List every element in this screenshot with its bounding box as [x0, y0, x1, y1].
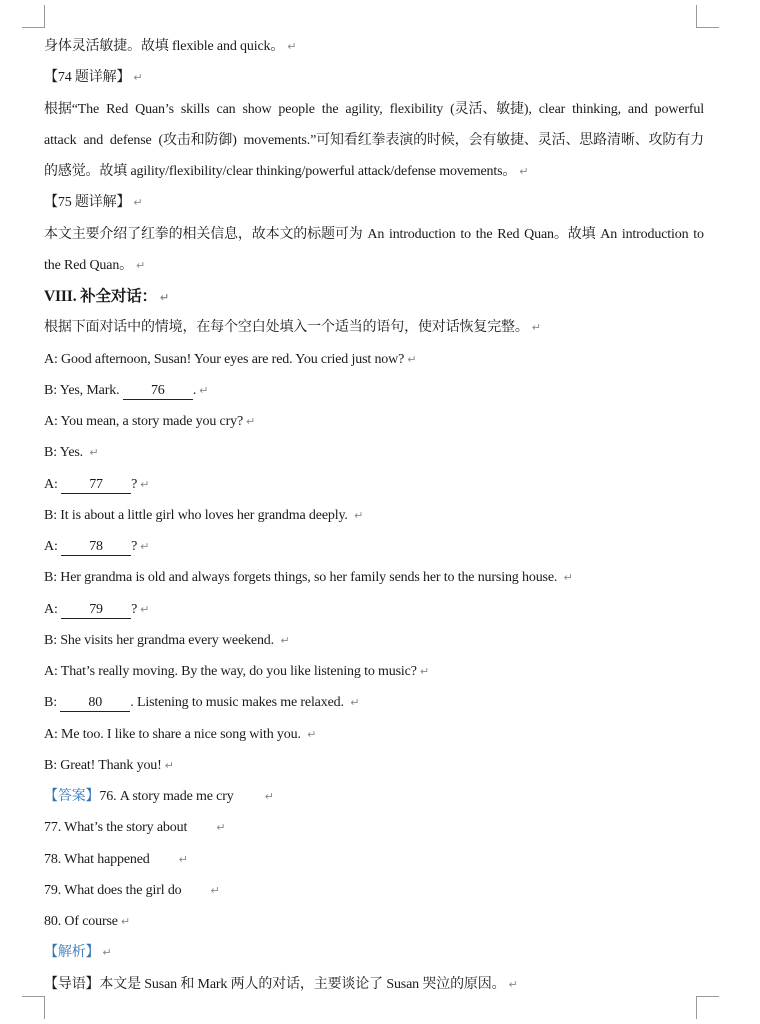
paragraph-mark-icon: ↵: [210, 883, 220, 897]
word: An: [367, 226, 385, 242]
answer-blank-79[interactable]: 79: [61, 601, 131, 619]
paragraph-mark-icon: ↵: [164, 758, 174, 772]
text-line-justified: [44, 94, 704, 125]
answer-blank-76[interactable]: 76: [123, 382, 193, 400]
word: to: [693, 226, 704, 242]
paragraph-mark-icon: ↵: [350, 696, 360, 710]
text-line: 身体灵活敏捷。故填 flexible and quick。 ↵: [44, 39, 297, 54]
word: skills: [180, 101, 210, 117]
dialogue-line: B: It is about a little girl who loves her grandma deeply. ↵: [44, 507, 364, 523]
paragraph-mark-icon: ↵: [199, 383, 209, 397]
page-corner-mark-bottom-left: [22, 996, 45, 1019]
text-line: the Red Quan。 ↵: [44, 257, 146, 273]
word: introduction: [621, 226, 689, 242]
dialogue-line: A: 78 ? ↵: [44, 539, 150, 554]
text-line-justified: [44, 125, 704, 156]
dialogue-line: A: That’s really moving. By the way, do you like listening to music? ↵: [44, 664, 429, 679]
paragraph-mark-icon: ↵: [159, 291, 169, 304]
word: the: [321, 101, 339, 117]
paragraph-mark-icon: ↵: [178, 852, 188, 866]
paragraph-mark-icon: ↵: [102, 946, 112, 960]
paragraph-mark-icon: ↵: [89, 446, 99, 460]
paragraph-mark-icon: ↵: [246, 415, 256, 428]
paragraph-mark-icon: ↵: [140, 540, 150, 553]
paragraph-mark-icon: ↵: [419, 665, 429, 678]
dialogue-line: A: Me too. I like to share a nice song with you. ↵: [44, 726, 317, 742]
paragraph-mark-icon: ↵: [140, 602, 150, 616]
text-line-justified: [44, 219, 704, 250]
paragraph-mark-icon: ↵: [287, 40, 297, 53]
word: can: [216, 101, 236, 117]
section-heading: VIII. 补全对话： ↵: [44, 288, 169, 305]
word: and: [83, 132, 104, 148]
word: movements.”可知看红拳表演的时候，会有敏捷、灵活、思路清晰、攻防有力: [243, 132, 704, 148]
answer-line: 【答案】76. A story made me cry ↵: [44, 789, 274, 804]
word: attack: [44, 132, 77, 148]
dialogue-line: B: 80 . Listening to music makes me relaxed. ↵: [44, 695, 360, 711]
page-corner-mark-top-right: [696, 5, 719, 28]
word: Red: [106, 101, 129, 117]
paragraph-mark-icon: ↵: [519, 165, 529, 178]
paragraph-mark-icon: ↵: [136, 258, 146, 272]
word: 根据“The: [44, 101, 100, 117]
dialogue-line: A: Good afternoon, Susan! Your eyes are red. You cried just now? ↵: [44, 351, 417, 367]
answer-line: 77. What’s the story about ↵: [44, 820, 226, 836]
page-corner-mark-top-left: [22, 5, 45, 28]
word: Quan’s: [135, 101, 174, 117]
answer-line: 80. Of course ↵: [44, 914, 130, 929]
dialogue-line: A: 77 ? ↵: [44, 476, 150, 492]
word: (攻击和防御): [158, 132, 237, 148]
word: and: [627, 101, 648, 117]
dialogue-line: B: Yes, Mark. 76 . ↵: [44, 382, 209, 398]
answer-line: 78. What happened ↵: [44, 851, 188, 867]
word: defense: [109, 132, 152, 148]
dialogue-line: A: 79 ? ↵: [44, 601, 150, 617]
text-line: 的感觉。故填 agility/flexibility/clear thinking/powerful attack/defense movements。 ↵: [44, 164, 529, 179]
section-label-75: 【75 题详解】 ↵: [44, 195, 143, 211]
analysis-label: 【解析】: [44, 945, 100, 961]
section-label-74: 【74 题详解】 ↵: [44, 70, 143, 86]
word: people: [278, 101, 315, 117]
word: (灵活、敏捷),: [450, 101, 532, 117]
word: 本文主要介绍了红拳的相关信息，故本文的标题可为: [44, 226, 363, 242]
paragraph-mark-icon: ↵: [508, 977, 518, 991]
answer-line: 79. What does the girl do ↵: [44, 882, 220, 898]
paragraph-mark-icon: ↵: [133, 196, 143, 210]
word: agility,: [345, 101, 383, 117]
paragraph-mark-icon: ↵: [280, 633, 290, 647]
word: clear: [538, 101, 566, 117]
word: An: [600, 226, 618, 242]
analysis-label-line: [44, 937, 704, 968]
paragraph-mark-icon: ↵: [307, 727, 317, 741]
word: powerful: [654, 101, 704, 117]
word: to: [460, 226, 471, 242]
answer-blank-77[interactable]: 77: [61, 476, 131, 494]
answer-blank-80[interactable]: 80: [60, 694, 130, 712]
paragraph-mark-icon: ↵: [531, 321, 541, 335]
instruction-line: 根据下面对话中的情境，在每个空白处填入一个适当的语句，使对话恢复完整。 ↵: [44, 320, 541, 336]
dialogue-line: B: Her grandma is old and always forgets things, so her family sends her to the nursing house. ↵: [44, 570, 573, 586]
document-body: [44, 31, 704, 1000]
dialogue-line: A: You mean, a story made you cry? ↵: [44, 414, 256, 429]
dialogue-line: B: Great! Thank you! ↵: [44, 757, 174, 773]
paragraph-mark-icon: ↵: [140, 477, 150, 491]
word: the: [475, 226, 493, 242]
paragraph-mark-icon: ↵: [133, 71, 143, 85]
text-line: 【导语】本文是 Susan 和 Mark 两人的对话，主要谈论了 Susan 哭泣的原因。 ↵: [44, 976, 518, 992]
word: thinking,: [572, 101, 621, 117]
word: Quan。故填: [524, 226, 596, 242]
answer-blank-78[interactable]: 78: [61, 538, 131, 556]
paragraph-mark-icon: ↵: [563, 571, 573, 585]
dialogue-line: B: Yes. ↵: [44, 445, 99, 461]
word: flexibility: [389, 101, 444, 117]
word: show: [242, 101, 272, 117]
word: introduction: [388, 226, 456, 242]
dialogue-line: B: She visits her grandma every weekend. ↵: [44, 632, 290, 648]
answer-label: 【答案】: [44, 789, 100, 804]
paragraph-mark-icon: ↵: [407, 352, 417, 366]
paragraph-mark-icon: ↵: [264, 790, 274, 803]
paragraph-mark-icon: ↵: [216, 821, 226, 835]
paragraph-mark-icon: ↵: [354, 508, 364, 522]
paragraph-mark-icon: ↵: [120, 915, 130, 928]
word: Red: [497, 226, 520, 242]
